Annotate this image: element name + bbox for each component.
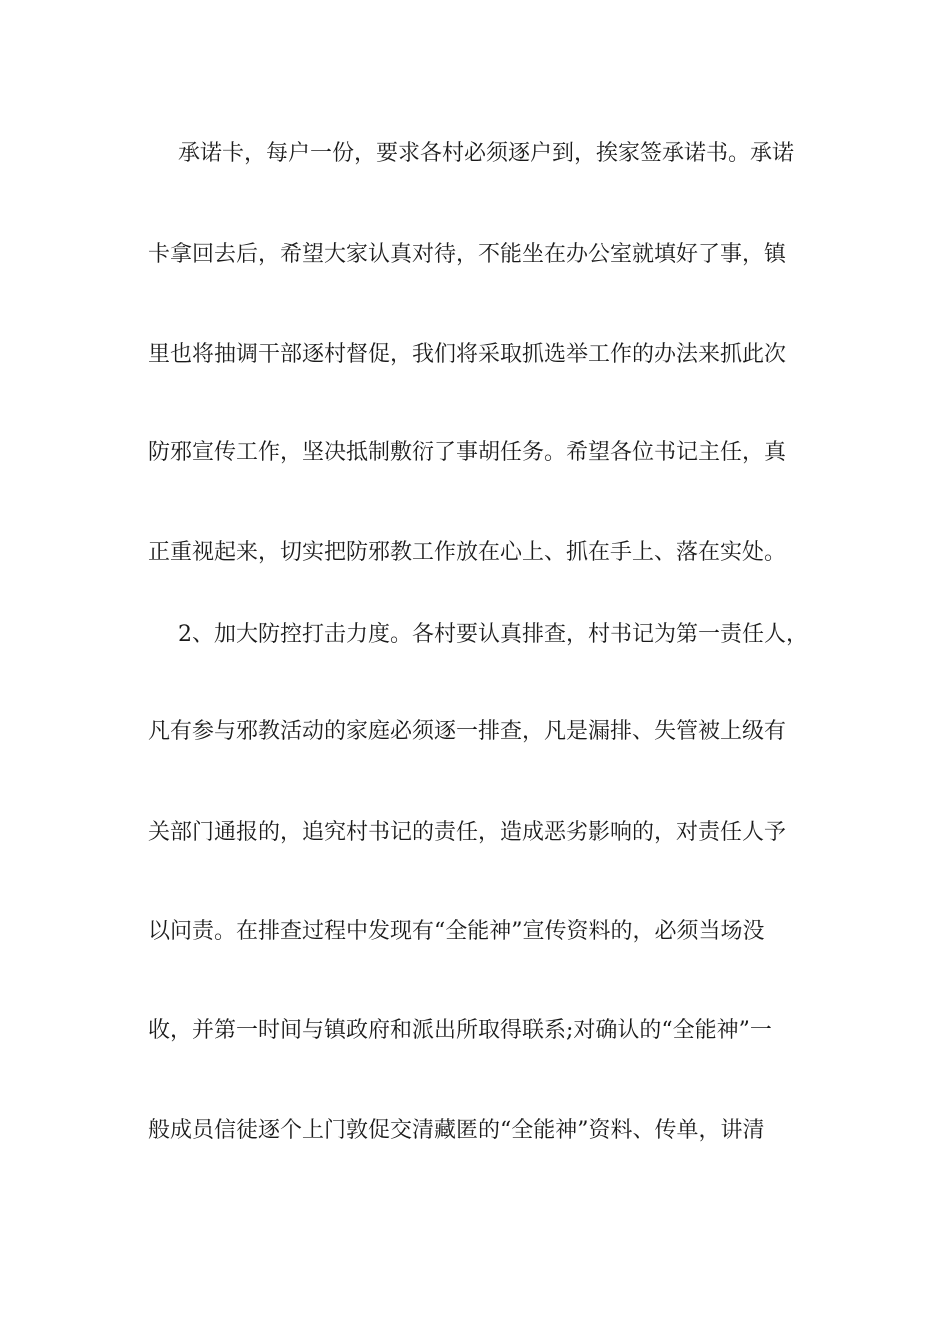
paragraph-line: 2、加大防控打击力度。各村要认真排查，村书记为第一责任人， [178,622,808,647]
paragraph-line: 卡拿回去后，希望大家认真对待，不能坐在办公室就填好了事，镇 [148,242,787,267]
paragraph-line: 正重视起来，切实把防邪教工作放在心上、抓在手上、落在实处。 [148,540,787,565]
paragraph-line: 里也将抽调干部逐村督促，我们将采取抓选举工作的办法来抓此次 [148,342,787,367]
paragraph-line: 般成员信徒逐个上门敦促交清藏匿的“全能神”资料、传单，讲清 [148,1118,765,1143]
paragraph-line: 防邪宣传工作，坚决抵制敷衍了事胡任务。希望各位书记主任，真 [148,440,787,465]
paragraph-line: 以问责。在排查过程中发现有“全能神”宣传资料的，必须当场没 [148,919,765,944]
paragraph-line: 凡有参与邪教活动的家庭必须逐一排查，凡是漏排、失管被上级有 [148,719,787,744]
paragraph-line: 承诺卡，每户一份，要求各村必须逐户到，挨家签承诺书。承诺 [178,141,795,166]
paragraph-line: 关部门通报的，追究村书记的责任，造成恶劣影响的，对责任人予 [148,820,787,845]
paragraph-line: 收，并第一时间与镇政府和派出所取得联系;对确认的“全能神”一 [148,1018,772,1043]
